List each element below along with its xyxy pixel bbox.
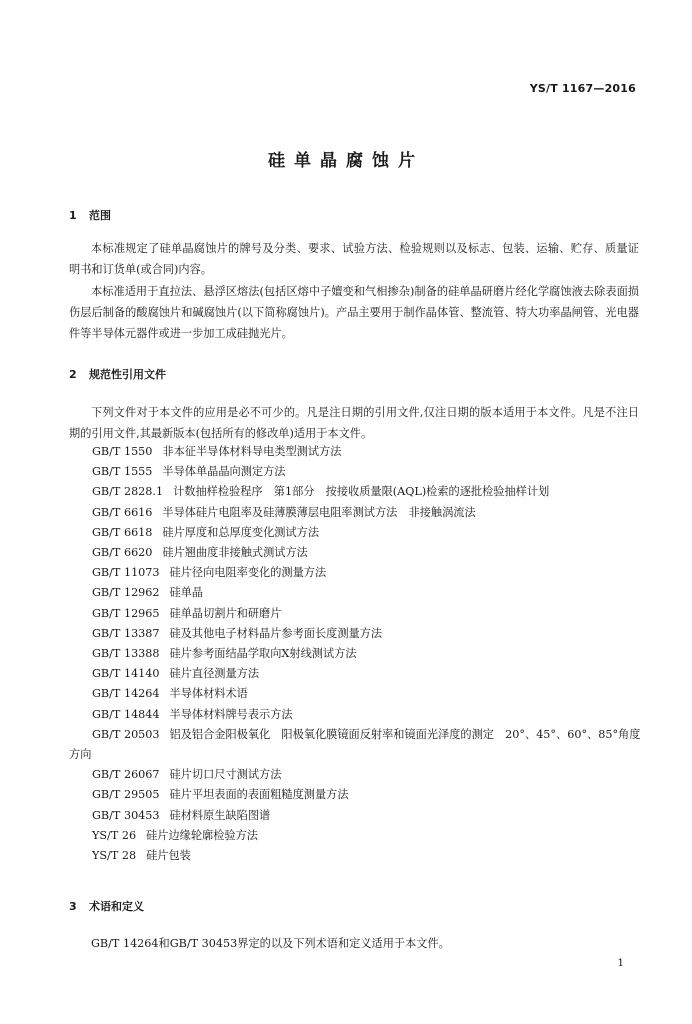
reference-code: GB/T 1550	[92, 445, 153, 458]
reference-item	[69, 765, 641, 785]
reference-code: GB/T 6620	[92, 546, 153, 560]
reference-title: 非本征半导体材料导电类型测试方法	[162, 445, 342, 458]
reference-code: GB/T 6616	[92, 505, 153, 519]
reference-code: GB/T 29505	[92, 788, 160, 802]
reference-code: GB/T 14264	[92, 687, 160, 701]
section-1-paragraph-1: 本标准规定了硅单晶腐蚀片的牌号及分类、要求、试验方法、检验规则以及标志、包装、运输、贮存、质量证明书和订货单(或合同)内容。	[69, 242, 639, 276]
reference-item	[69, 523, 641, 543]
normative-references-list	[69, 442, 641, 866]
page-number: 1	[617, 957, 624, 969]
reference-item	[69, 806, 641, 826]
reference-item	[69, 725, 641, 765]
reference-item	[69, 785, 641, 805]
reference-title: 半导体硅片电阻率及硅薄膜薄层电阻率测试方法 非接触涡流法	[162, 505, 476, 519]
reference-title: 硅材料原生缺陷图谱	[169, 808, 271, 822]
reference-title: 硅片径向电阻率变化的测量方法	[169, 566, 327, 580]
reference-title: 硅单晶	[169, 586, 204, 600]
reference-code: GB/T 20503	[92, 727, 160, 741]
reference-item	[69, 503, 641, 523]
reference-title: 硅单晶切割片和研磨片	[169, 606, 282, 620]
section-number: 3	[69, 900, 77, 913]
section-2-heading	[69, 366, 166, 382]
reference-item	[69, 543, 641, 563]
reference-code: GB/T 14844	[92, 707, 160, 721]
reference-title: 硅片切口尺寸测试方法	[169, 768, 282, 782]
reference-title: 计数抽样检验程序 第1部分 按接收质量限(AQL)检索的逐批检验抽样计划	[173, 485, 550, 499]
reference-item	[69, 705, 641, 725]
reference-title: 硅及其他电子材料晶片参考面长度测量方法	[169, 626, 383, 640]
reference-item	[69, 583, 641, 603]
reference-title: 硅片平坦表面的表面粗糙度测量方法	[169, 788, 349, 802]
section-1-paragraph-2: 本标准适用于直拉法、悬浮区熔法(包括区熔中子嬗变和气相掺杂)制备的硅单晶研磨片经化学腐蚀液去除表面损伤层后制备的酸腐蚀片和碱腐蚀片(以下简称腐蚀片)。产品主要用于制作晶体管、整流管、特大功率晶闸管、光电器件等半导体元器件或进一步加工成硅抛光片。	[69, 285, 639, 340]
reference-title: 硅片包装	[146, 849, 191, 863]
reference-item	[69, 624, 641, 644]
reference-item	[69, 482, 641, 502]
reference-code: GB/T 11073	[92, 566, 160, 580]
reference-title: 硅片参考面结晶学取向X射线测试方法	[169, 647, 357, 661]
reference-title: 硅片直径测量方法	[169, 667, 260, 681]
reference-item	[69, 644, 641, 664]
section-1-heading	[69, 207, 111, 223]
section-title: 范围	[89, 209, 111, 222]
reference-title: 半导体材料术语	[169, 687, 248, 701]
reference-code: GB/T 12962	[92, 586, 160, 600]
reference-item	[69, 442, 641, 462]
reference-item	[69, 462, 641, 482]
reference-item	[69, 604, 641, 624]
reference-code: GB/T 2828.1	[92, 485, 164, 499]
section-3-heading	[69, 898, 144, 914]
reference-title: 硅片厚度和总厚度变化测试方法	[162, 525, 320, 539]
reference-code: GB/T 13387	[92, 626, 160, 640]
reference-code: YS/T 28	[92, 849, 137, 863]
reference-code: GB/T 12965	[92, 606, 160, 620]
reference-title: 半导体材料牌号表示方法	[169, 707, 293, 721]
section-number: 1	[69, 209, 77, 222]
section-title: 术语和定义	[89, 900, 144, 913]
reference-title: 铝及铝合金阳极氧化 阳极氧化膜镜面反射率和镜面光泽度的测定 20°、45°、60°、85°角度方向	[69, 727, 641, 762]
section-number: 2	[69, 368, 77, 381]
document-title: 硅单晶腐蚀片	[268, 151, 424, 171]
reference-code: GB/T 14140	[92, 667, 160, 681]
reference-item	[69, 826, 641, 846]
reference-title: 硅片边缘轮廓检验方法	[146, 828, 258, 842]
section-3-paragraph-1: GB/T 14264和GB/T 30453界定的以及下列术语和定义适用于本文件。	[91, 937, 450, 950]
reference-item	[69, 684, 641, 704]
reference-code: YS/T 26	[92, 828, 137, 842]
reference-item	[69, 664, 641, 684]
reference-code: GB/T 13388	[92, 647, 160, 661]
reference-code: GB/T 1555	[92, 465, 153, 479]
reference-code: GB/T 6618	[92, 525, 153, 539]
reference-title: 半导体单晶晶向测定方法	[162, 465, 286, 479]
reference-item	[69, 563, 641, 583]
reference-title: 硅片翘曲度非接触式测试方法	[162, 546, 308, 560]
standard-number: YS/T 1167—2016	[529, 82, 636, 95]
reference-code: GB/T 30453	[92, 808, 160, 822]
section-title: 规范性引用文件	[89, 368, 166, 381]
reference-code: GB/T 26067	[92, 768, 160, 782]
section-2-paragraph-1: 下列文件对于本文件的应用是必不可少的。凡是注日期的引用文件,仅注日期的版本适用于本文件。凡是不注日期的引用文件,其最新版本(包括所有的修改单)适用于本文件。	[69, 406, 639, 440]
reference-item	[69, 846, 641, 866]
